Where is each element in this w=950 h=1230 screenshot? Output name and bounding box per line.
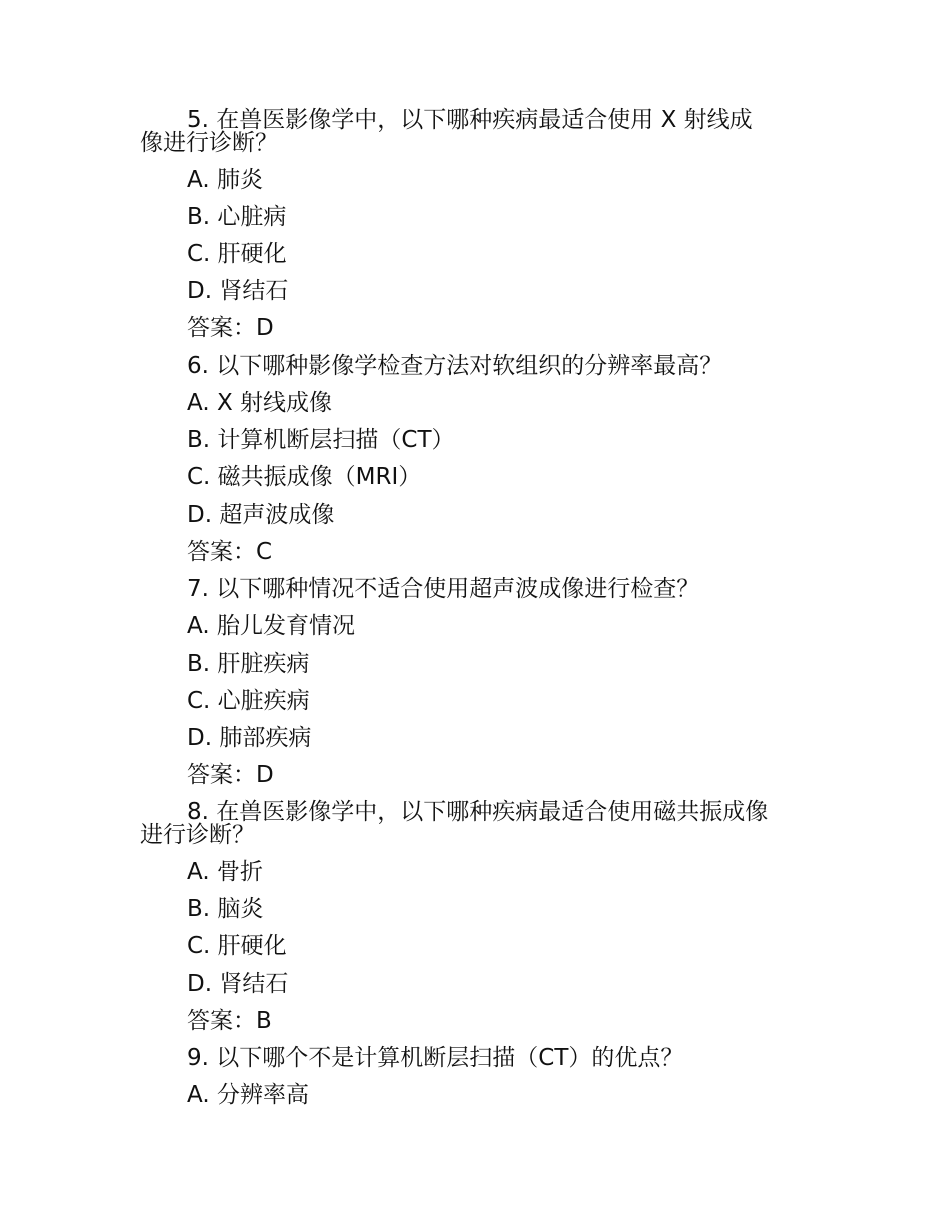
q7-answer: 答案：D [187,762,274,788]
q5-option-b: B. 心脏病 [187,204,287,230]
q8-option-c: C. 肝硬化 [187,933,287,959]
q6-option-a: A. X 射线成像 [187,390,333,416]
q6-option-c: C. 磁共振成像（MRI） [187,464,422,490]
q8-option-d: D. 肾结石 [187,971,289,997]
q8-option-a: A. 骨折 [187,859,263,885]
q5-option-c: C. 肝硬化 [187,241,287,267]
q6-option-d: D. 超声波成像 [187,502,335,528]
q9-option-a: A. 分辨率高 [187,1082,309,1108]
q7-option-d: D. 肺部疾病 [187,725,312,751]
q5-option-a: A. 肺炎 [187,167,263,193]
question-6-text: 6. 以下哪种影像学检查方法对软组织的分辨率最高？ [187,353,723,379]
q8-option-b: B. 脑炎 [187,896,264,922]
q5-answer: 答案：D [187,315,274,341]
question-7-text: 7. 以下哪种情况不适合使用超声波成像进行检查？ [187,576,700,602]
q7-option-a: A. 胎儿发育情况 [187,613,355,639]
question-8-text: 8. 在兽医影像学中，以下哪种疾病最适合使用磁共振成像 [187,799,769,825]
question-5-text-continued: 像进行诊断？ [140,130,278,156]
q7-option-b: B. 肝脏疾病 [187,651,310,677]
q8-answer: 答案：B [187,1008,272,1034]
q5-option-d: D. 肾结石 [187,278,289,304]
q6-answer: 答案：C [187,539,273,565]
question-9-text: 9. 以下哪个不是计算机断层扫描（CT）的优点？ [187,1045,684,1071]
question-5-text: 5. 在兽医影像学中，以下哪种疾病最适合使用 X 射线成 [187,107,753,133]
q6-option-b: B. 计算机断层扫描（CT） [187,427,455,453]
question-8-text-continued: 进行诊断？ [140,822,255,848]
q7-option-c: C. 心脏疾病 [187,688,310,714]
